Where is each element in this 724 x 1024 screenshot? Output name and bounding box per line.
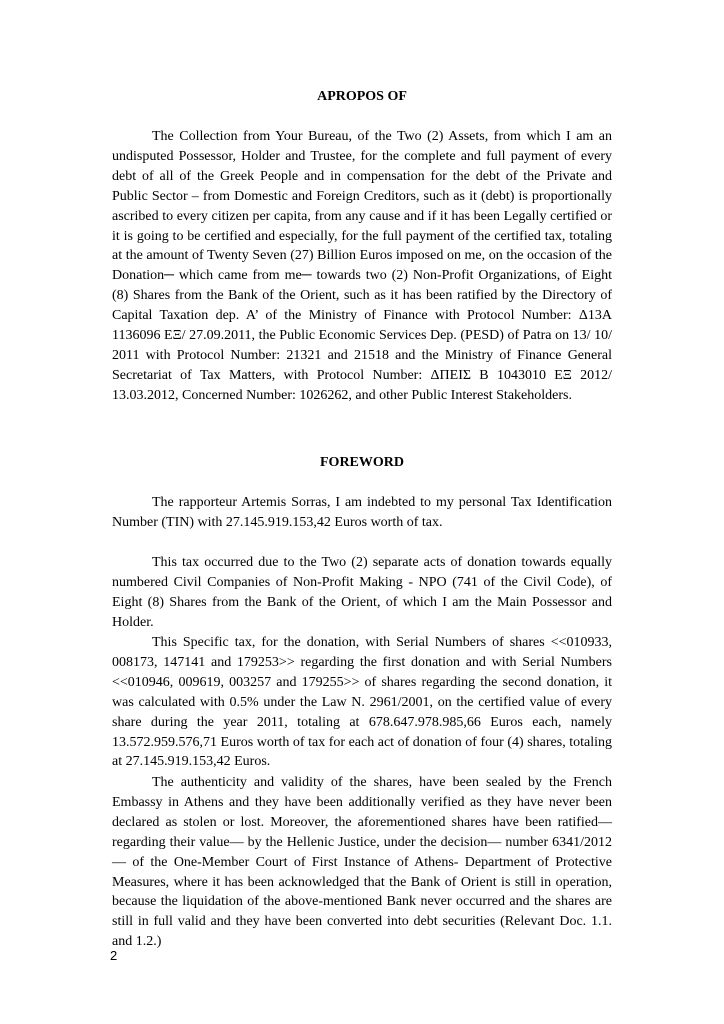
page-number: 2: [110, 948, 118, 963]
foreword-paragraph-3: This Specific tax, for the donation, with Serial Numbers of shares <<010933, 008173, 147141 and 179253>> regarding the first donation and with Serial Numbers <<010946, 009619, 003257 and 179255>> of shares regarding the second donation, it was calculated with 0.5% under the Law N. 2961/2001, on the certified value of every share during the year 2011, totaling at 678.647.978.985,66 Euros each, namely 13.572.959.576,71 Euros worth of tax for each act of donation of four (4) shares, totaling at 27.145.919.153,42 Euros.: [112, 635, 612, 770]
foreword-paragraph-2: This tax occurred due to the Two (2) separate acts of donation towards equally numbered Civil Companies of Non-Profit Making - NPO (741 of the Civil Code), of Eight (8) Shares from the Bank of the Orient, of which I am the Main Possessor and Holder.: [112, 555, 612, 630]
section-heading-apropos: APROPOS OF: [317, 89, 407, 104]
apropos-paragraph: The Collection from Your Bureau, of the Two (2) Assets, from which I am an undisputed Possessor, Holder and Trustee, for the complete and full payment of every debt of all of the Greek People and in compensation for the debt of the Private and Public Sector – from Domestic and Foreign Creditors, such as it (debt) is proportionally ascribed to every citizen per capita, from any cause and if it has been Legally certified or it is going to be certified and especially, for the full payment of the certified tax, totaling at the amount of Twenty Seven (27) Billion Euros imposed on me, on the occasion of the Donation─ which came from me─ towards two (2) Non-Profit Organizations, of Eight (8) Shares from the Bank of the Orient, such as it has been ratified by the Directory of Capital Taxation dep. A’ of the Ministry of Finance with Protocol Number: Δ13Α 1136096 ΕΞ/ 27.09.2011, the Public Economic Services Dep. (PESD) of Patra on 13/ 10/ 2011 with Protocol Number: 21321 and 21518 and the Ministry of Finance General Secretariat of Tax Matters, with Protocol Number: ΔΠΕΙΣ Β 1043010 ΕΞ 2012/ 13.03.2012, Concerned Number: 1026262, and other Public Interest Stakeholders.: [112, 129, 612, 403]
foreword-paragraph-1: The rapporteur Artemis Sorras, I am indebted to my personal Tax Identification Number (TIN) with 27.145.919.153,42 Euros worth of tax.: [112, 495, 612, 530]
section-heading-foreword: FOREWORD: [320, 455, 404, 470]
foreword-paragraph-4: The authenticity and validity of the shares, have been sealed by the French Embassy in Athens and they have been additionally verified as they have never been declared as stolen or lost. Moreover, the aforementioned shares have been ratified— regarding their value— by the Hellenic Justice, under the decision— number 6341/2012— of the One-Member Court of First Instance of Athens- Department of Protective Measures, where it has been acknowledged that the Bank of Orient is still in operation, because the liquidation of the above-mentioned Bank never occurred and the shares are still in full valid and they have been converted into debt securities (Relevant Doc. 1.1. and 1.2.): [112, 775, 612, 950]
